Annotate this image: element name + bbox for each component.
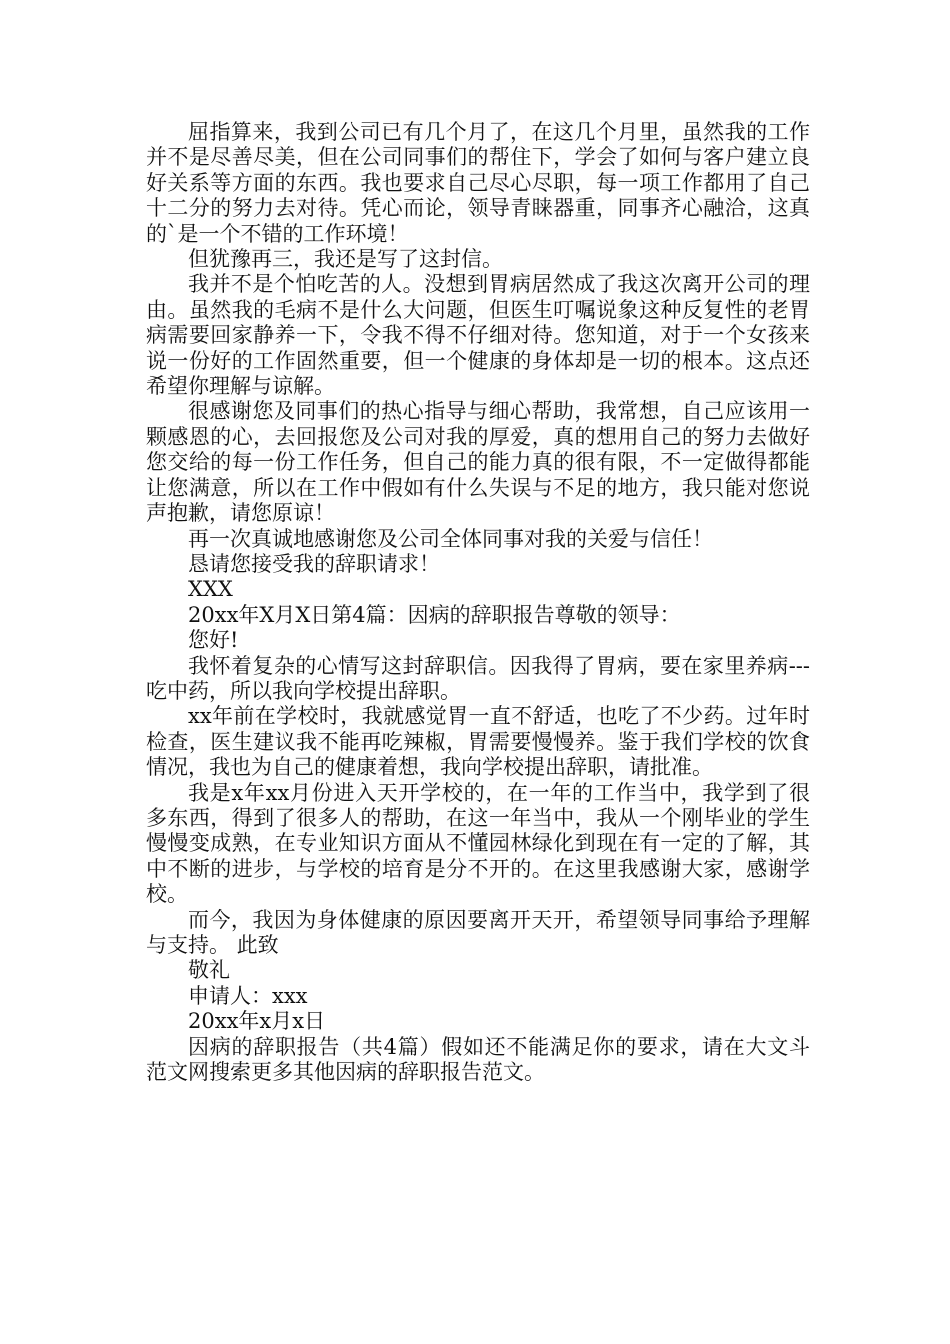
line-date-and-heading: 20xx年X月X日第4篇：因病的辞职报告尊敬的领导： (188, 602, 681, 627)
paragraph-reason: 我怀着复杂的心情写这封辞职信。因我得了胃病，要在家里养病---吃中药，所以我向学校提出辞职。 (146, 653, 810, 703)
document-body (146, 120, 810, 1085)
paragraph-school-experience: 我是x年xx月份进入天开学校的，在一年的工作当中，我学到了很多东西，得到了很多人的帮助，在这一年当中，我从一个刚毕业的学生慢慢变成熟，在专业知识方面从不懂园林绿化到现在有一定的了解，其中不断的进步，与学校的培育是分不开的。在这里我感谢大家，感谢学校。 (146, 780, 810, 907)
line-applicant: 申请人：xxx (188, 983, 308, 1008)
line-salutation: 敬礼 (188, 958, 230, 983)
paragraph-health-history: xx年前在学校时，我就感觉胃一直不舒适，也吃了不少药。过年时检查，医生建议我不能再吃辣椒，胃需要慢慢养。鉴于我们学校的饮食情况，我也为自己的健康着想，我向学校提出辞职，请批准。 (146, 704, 810, 780)
line-thanks-again: 再一次真诚地感谢您及公司全体同事对我的关爱与信任！ (188, 526, 713, 551)
paragraph-hesitation: 但犹豫再三，我还是写了这封信。 (188, 247, 503, 272)
paragraph-gratitude: 很感谢您及同事们的热心指导与细心帮助，我常想，自己应该用一颗感恩的心，去回报您及公司对我的厚爱，真的想用自己的努力去做好您交给的每一份工作任务，但自己的能力真的很有限，不一定做得都能让您满意，所以在工作中假如有什么失误与不足的地方，我只能对您说声抱歉，请您原谅！ (146, 399, 810, 526)
paragraph-footer-note: 因病的辞职报告（共4篇）假如还不能满足你的要求，请在大文斗范文网搜索更多其他因病的辞职报告范文。 (146, 1034, 810, 1085)
line-greeting: 您好! (188, 628, 239, 653)
line-date: 20xx年x月x日 (188, 1009, 326, 1034)
line-signature-name: XXX (188, 577, 233, 602)
paragraph-leaving: 而今，我因为身体健康的原因要离开天开，希望领导同事给予理解与支持。 此致 (146, 907, 810, 957)
paragraph-work-review: 屈指算来，我到公司已有几个月了，在这几个月里，虽然我的工作并不是尽善尽美，但在公司同事们的帮住下，学会了如何与客户建立良好关系等方面的东西。我也要求自己尽心尽职，每一项工作都用了自己十二分的努力去对待。凭心而论，领导青睐器重，同事齐心融洽，这真的`是一个不错的工作环境！ (146, 120, 810, 246)
line-request: 恳请您接受我的辞职请求！ (188, 551, 440, 576)
paragraph-stomach-illness: 我并不是个怕吃苦的人。没想到胃病居然成了我这次离开公司的理由。虽然我的毛病不是什么大问题，但医生叮嘱说象这种反复性的老胃病需要回家静养一下，令我不得不仔细对待。您知道，对于一个女孩来说一份好的工作固然重要，但一个健康的身体却是一切的根本。这点还希望你理解与谅解。 (146, 272, 810, 399)
